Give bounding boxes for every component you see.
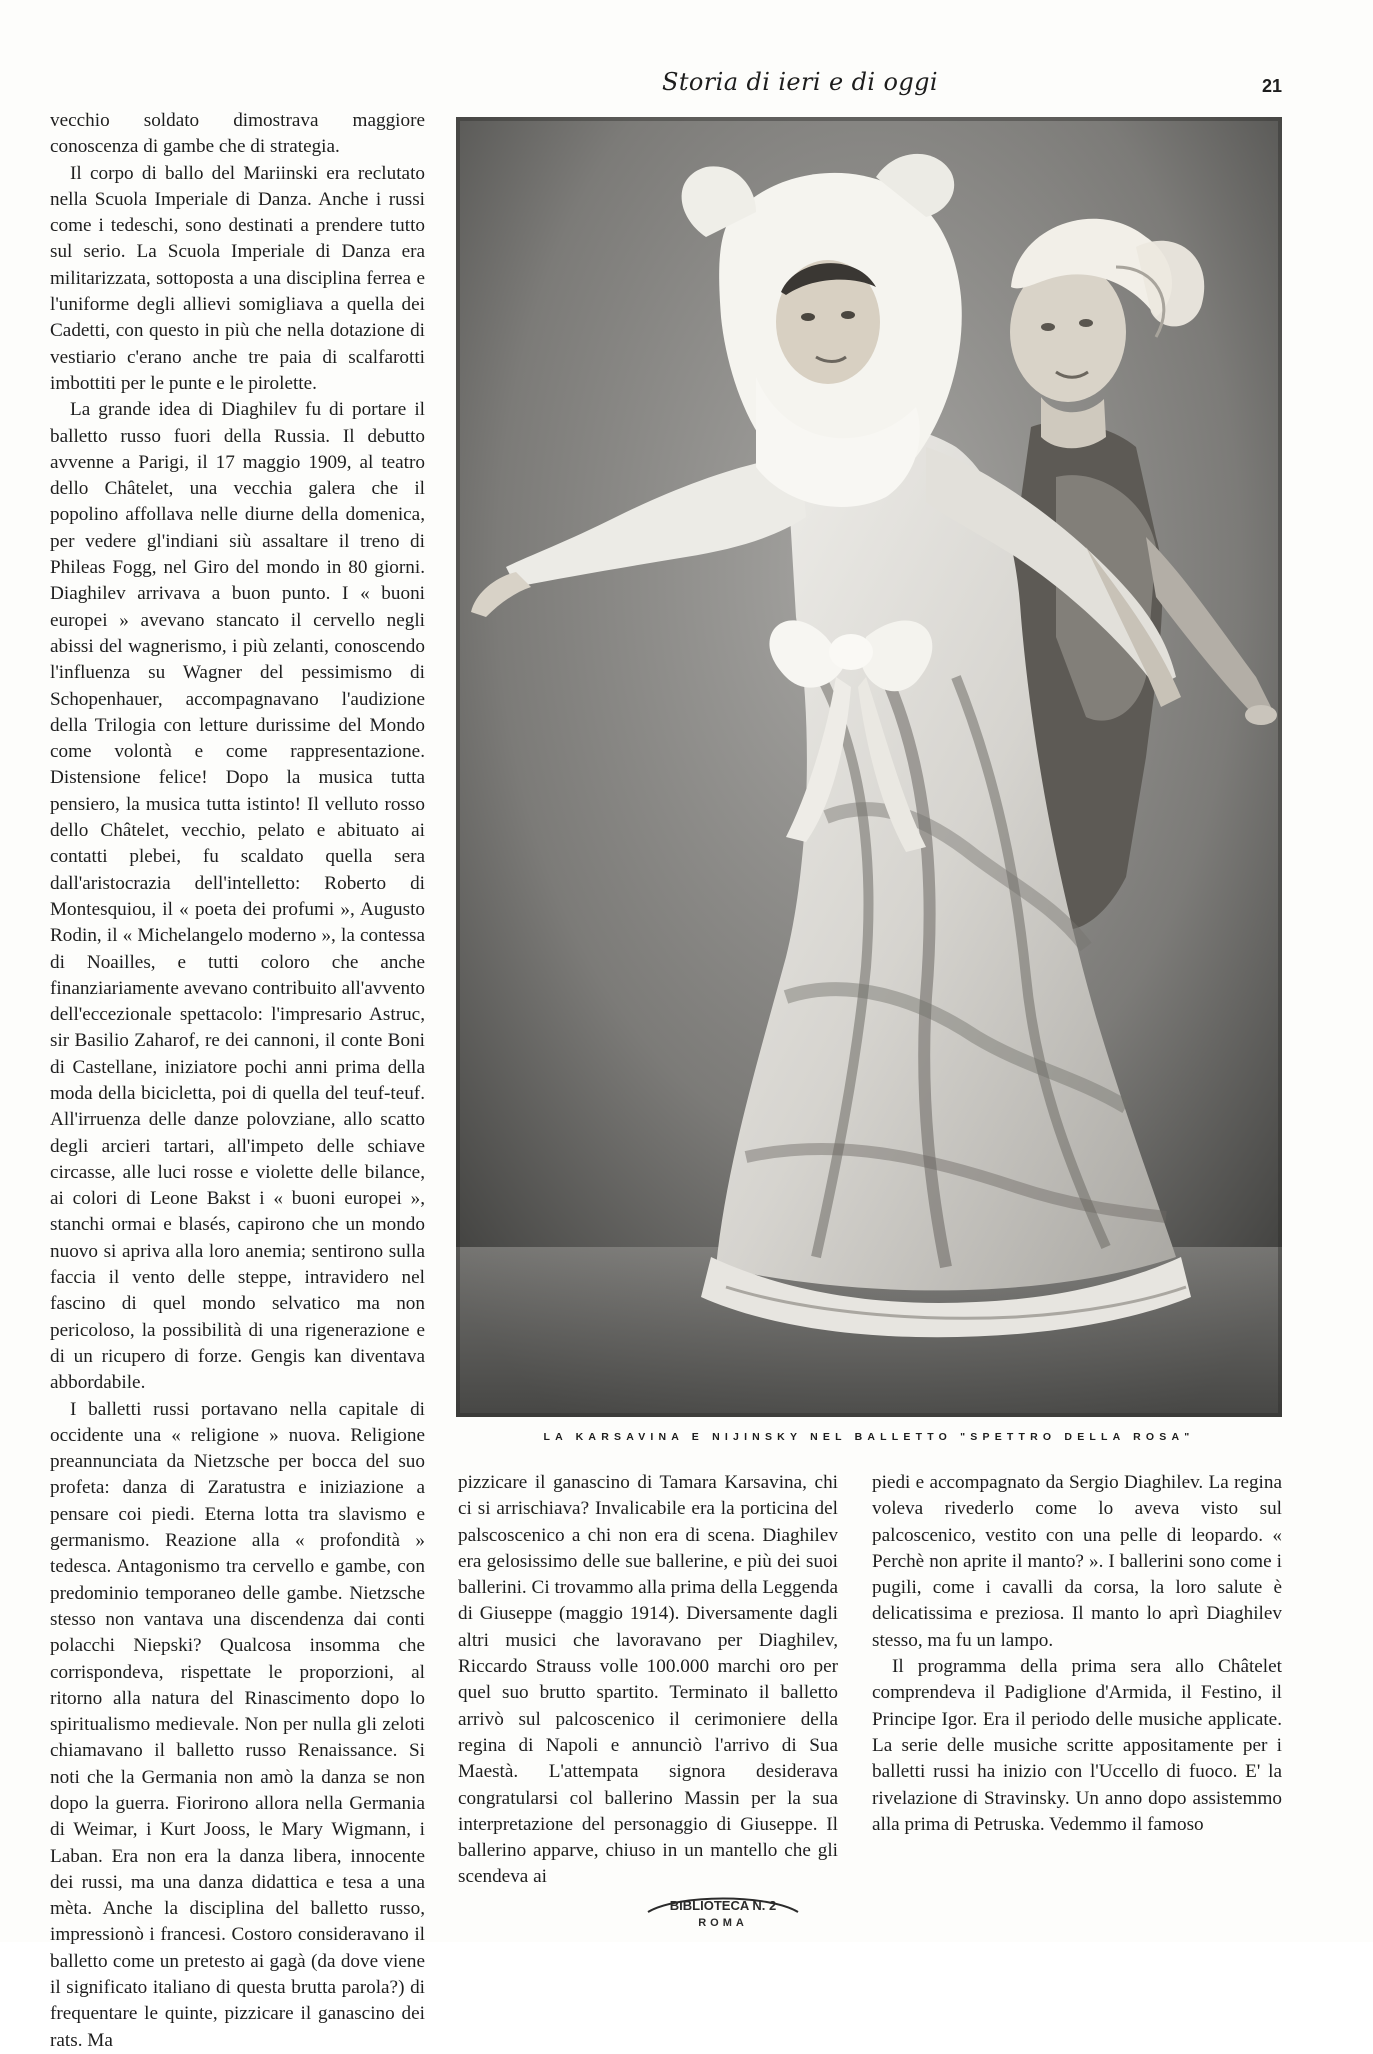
svg-text:BIBLIOTECA N. 2: BIBLIOTECA N. 2: [669, 1898, 777, 1913]
dancers-photograph: [456, 117, 1282, 1417]
paragraph: Il programma della prima sera allo Châtelet comprendeva il Padiglione d'Armida, il Festino, il Principe Igor. Era il periodo delle musiche applicate. La serie delle musiche scritte appositamente per i balletti russi ha inizio con l'Uccello di fuoco. E' la rivelazione di Stravinsky. Un anno dopo assistemmo alla prima di Petruska. Vedemmo il famoso: [872, 1656, 1282, 1835]
svg-text:ROMA: ROMA: [698, 1917, 748, 1929]
paragraph: I balletti russi portavano nella capitale di occidente una « religione » nuova. Religione preannunciata da Nietzsche per bocca del suo profeta: danza di Zaratustra e iniziazione a pensare coi piedi. Eterna lotta tra slavismo e germanismo. Reazione alla « profondità » tedesca. Antagonismo tra cervello e gambe, con predominio temporaneo delle gambe. Nietzsche stesso non vantava una discendenza dai conti polacchi Niepski? Qualcosa insomma che corrispondeva, rispettate le proporzioni, al ritorno alla natura del Rinascimento dopo lo spiritualismo medievale. Non per nulla gli zeloti chiamavano il balletto russo Renaissance. Si noti che la Germania non amò la danza se non dopo la guerra. Fiorirono allora nella Germania di Weimar, i Kurt Jooss, le Mary Wigmann, i Laban. Era non era la danza libera, innocente dei russi, ma una danza didattica e tesa a una mèta. Anche la disciplina del balletto russo, impressionò i francesi. Costoro consideravano il balletto come un pretesto ai gagà (da dove viene il significato italiano di questa brutta parola?) di frequentare le quinte, pizzicare il ganascino dei rats. Ma: [50, 1398, 425, 2051]
photo-caption: LA KARSAVINA E NIJINSKY NEL BALLETTO "SPETTRO DELLA ROSA": [543, 1431, 1195, 1443]
paragraph: Il corpo di ballo del Mariinski era reclutato nella Scuola Imperiale di Danza. Anche i russi come i tedeschi, sono destinati a prendere tutto sul serio. La Scuola Imperiale di Danza era militarizzata, sottoposta a una disciplina ferrea e l'uniforme degli allievi somigliava a quella dei Cadetti, con questo in più che nella dotazione di vestiario c'erano anche tre paia di scalfarotti imbottiti per le punte e le pirolette.: [50, 162, 425, 394]
paragraph: vecchio soldato dimostrava maggiore conoscenza di gambe che di strategia.: [50, 110, 425, 158]
paragraph: La grande idea di Diaghilev fu di portare il balletto russo fuori della Russia. Il debutto avvenne a Parigi, il 17 maggio 1909, al teatro dello Châtelet, una vecchia galera che il popolino affollava nelle diurne della domenica, per vedere gl'indiani siù assaltare il treno di Phileas Fogg, nel Giro del mondo in 80 giorni. Diaghilev arrivava a buon punto. I « buoni europei » avevano stancato il cervello negli abissi del wagnerismo, i più zelanti, conoscendo l'influenza su Wagner del pessimismo di Schopenhauer, accompagnavano l'audizione della Trilogia con letture durissime del Mondo come volontà e come rappresentazione. Distensione felice! Dopo la musica tutta pensiero, la musica tutta istinto! Il velluto rosso dello Châtelet, vecchio, pelato e abituato ai contatti plebei, fu scaldato quella sera dall'aristocrazia dell'intelletto: Roberto di Montesquiou, il « poeta dei profumi », Augusto Rodin, il « Michelangelo moderno », la contessa di Noailles, e tutti coloro che anche finanziariamente avevano contribuito all'avvento dell'eccezionale spettacolo: l'impresario Astruc, sir Basilio Zaharof, re dei cannoni, il conte Boni di Castellane, iniziatore pochi anni prima della moda della bicicletta, poi di quella del teuf-teuf. All'irruenza delle danze polovziane, allo scatto degli arcieri tartari, all'impeto delle schiave circasse, alle luci rosse e violette delle bilance, ai colori di Leone Bakst i « buoni europei », stanchi ormai e blasés, capirono che un mondo nuovo si apriva alla loro anemia; sentirono sulla faccia il vento delle steppe, intravidero nel fascino di quel mondo selvatico ma non pericoloso, la possibilità di una rigenerazione e di un ricupero di forze. Gengis kan diventava abbordabile.: [50, 399, 425, 1394]
library-stamp-mark: [638, 1890, 808, 1930]
dancers-photograph-illustration: [456, 117, 1282, 1417]
left-text-column: [50, 108, 425, 2051]
paragraph: piedi e accompagnato da Sergio Diaghilev. La regina voleva rivederlo come lo aveva visto sul palcoscenico, vestito con una pelle di leopardo. « Perchè non aprite il manto? ». I ballerini sono come i pugili, come i cavalli da corsa, la loro salute è delicatissima e preziosa. Il manto lo aprì Diaghilev stesso, ma fu un lampo.: [872, 1472, 1282, 1651]
page-number: 21: [1261, 76, 1282, 96]
paragraph: pizzicare il ganascino di Tamara Karsavina, chi ci si arrischiava? Invalicabile era la porticina del palscoscenico a chi non era di scena. Diaghilev era gelosissimo delle sue ballerine, e più dei suoi ballerini. Ci trovammo alla prima della Leggenda di Giuseppe (maggio 1914). Diversamente dagli altri musici che lavoravano per Diaghilev, Riccardo Strauss volle 100.000 marchi oro per quel suo brutto spartito. Terminato il balletto arrivò sul palcoscenico il cerimoniere della regina di Napoli e annunciò l'arrivo di Sua Maestà. L'attempata signora desiderava congratularsi col ballerino Massin per la sua interpretazione del personaggio di Giuseppe. Il ballerino apparve, chiuso in un mantello che gli scendeva ai: [458, 1472, 838, 1888]
middle-text-column: [458, 1470, 838, 1888]
running-header-title: Storia di ieri e di oggi: [662, 68, 938, 96]
right-text-column: [872, 1470, 1282, 1870]
library-stamp: [638, 1890, 808, 1930]
